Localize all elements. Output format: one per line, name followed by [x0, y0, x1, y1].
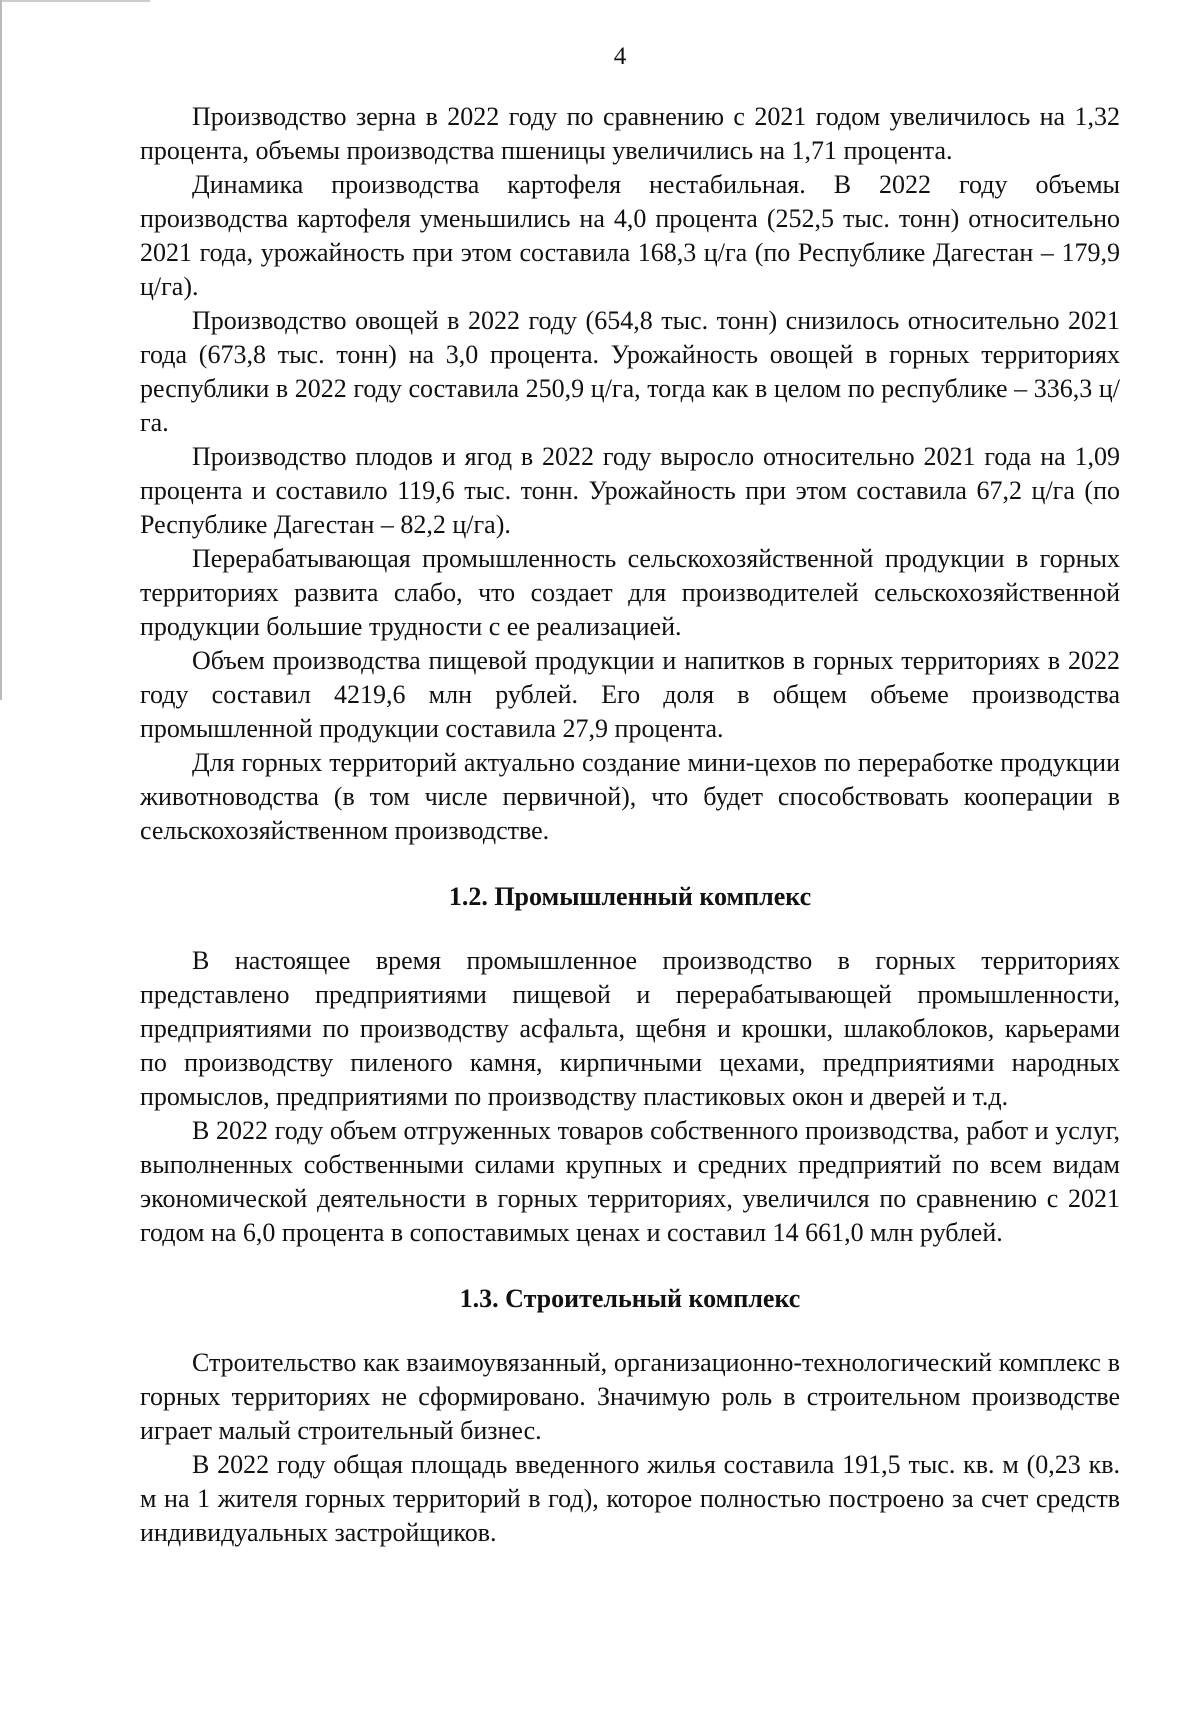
paragraph-potato: Динамика производства картофеля нестабильная. В 2022 году объемы производства картофеля уменьшились на 4,0 процента (252,5 тыс. тонн) относительно 2021 года, урожайность при этом составила 168,3 ц/га (по Республике Дагестан – 179,9 ц/га).: [140, 170, 1120, 301]
paragraph-construction-structure: Строительство как взаимоувязанный, организационно-технологический комплекс в горных территориях не сформировано. Значимую роль в строительном производстве играет малый строительный бизнес.: [140, 1348, 1120, 1445]
scan-edge-left: [0, 0, 2, 700]
scan-edge-top: [0, 0, 150, 2]
page-number: 4: [613, 43, 627, 70]
paragraph-vegetables: Производство овощей в 2022 году (654,8 тыс. тонн) снизилось относительно 2021 года (673,8 тыс. тонн) на 3,0 процента. Урожайность овощей в горных территориях республики в 2022 году составила 250,9 ц/га, тогда как в целом по республике – 336,3 ц/га.: [140, 306, 1120, 437]
heading-industrial-complex: 1.2. Промышленный комплекс: [448, 882, 812, 911]
paragraph-industry-structure: В настоящее время промышленное производство в горных территориях представлено предприятиями пищевой и перерабатывающей промышленности, предприятиями по производству асфальта, щебня и крошки, шлакоблоков, карьерами по производству пиленого камня, кирпичными цехами, предприятиями народных промыслов, предприятиями по производству пластиковых окон и дверей и т.д.: [140, 946, 1120, 1111]
document-body: [140, 100, 1120, 1550]
paragraph-mini-workshops: Для горных территорий актуально создание мини-цехов по переработке продукции животноводства (в том числе первичной), что будет способствовать кооперации в сельскохозяйственном производстве.: [140, 748, 1120, 845]
paragraph-housing: В 2022 году общая площадь введенного жилья составила 191,5 тыс. кв. м (0,23 кв. м на 1 жителя горных территорий в год), которое полностью построено за счет средств индивидуальных застройщиков.: [140, 1450, 1120, 1547]
paragraph-fruits: Производство плодов и ягод в 2022 году выросло относительно 2021 года на 1,09 процента и составило 119,6 тыс. тонн. Урожайность при этом составила 67,2 ц/га (по Республике Дагестан – 82,2 ц/га).: [140, 442, 1120, 539]
paragraph-food-volume: Объем производства пищевой продукции и напитков в горных территориях в 2022 году составил 4219,6 млн рублей. Его доля в общем объеме производства промышленной продукции составила 27,9 процента.: [140, 646, 1120, 743]
section-agriculture: [140, 100, 1120, 848]
section-industrial: [140, 944, 1120, 1250]
paragraph-processing: Перерабатывающая промышленность сельскохозяйственной продукции в горных территориях развита слабо, что создает для производителей сельскохозяйственной продукции большие трудности с ее реализацией.: [140, 544, 1120, 641]
paragraph-industry-volume: В 2022 году объем отгруженных товаров собственного производства, работ и услуг, выполненных собственными силами крупных и средних предприятий по всем видам экономической деятельности в горных территориях, увеличился по сравнению с 2021 годом на 6,0 процента в сопоставимых ценах и составил 14 661,0 млн рублей.: [140, 1116, 1120, 1247]
section-construction: [140, 1346, 1120, 1550]
heading-construction-complex: 1.3. Строительный комплекс: [459, 1284, 801, 1313]
paragraph-grain: Производство зерна в 2022 году по сравнению с 2021 годом увеличилось на 1,32 процента, объемы производства пшеницы увеличились на 1,71 процента.: [140, 102, 1120, 165]
